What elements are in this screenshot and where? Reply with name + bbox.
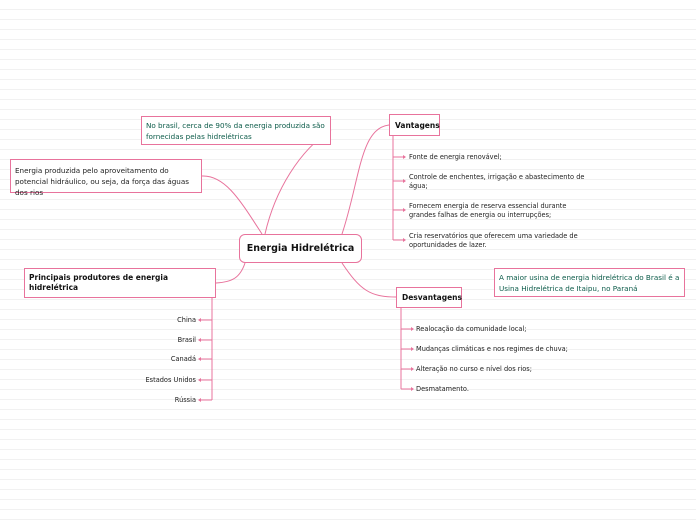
link-desvantagens bbox=[342, 263, 396, 297]
produtor-item: Canadá bbox=[170, 355, 196, 363]
vantagens-item: Fonte de energia renovável; bbox=[409, 153, 502, 161]
branch-desvantagens[interactable]: Desvantagens bbox=[396, 287, 462, 308]
produtor-item: China bbox=[177, 316, 196, 324]
arrow-p4 bbox=[198, 378, 201, 382]
arrow-p5 bbox=[198, 398, 201, 402]
link-definicao bbox=[202, 176, 262, 234]
link-brasil-90 bbox=[265, 130, 331, 234]
note-itaipu[interactable]: A maior usina de energia hidrelétrica do Brasil é a Usina Hidrelétrica de Itaipu, no Paraná bbox=[494, 268, 685, 297]
vantagens-item: Controle de enchentes, irrigação e abastecimento de água; bbox=[409, 173, 585, 190]
central-topic[interactable]: Energia Hidrelétrica bbox=[239, 234, 362, 263]
arrow-d4 bbox=[411, 387, 414, 391]
desvantagens-item: Alteração no curso e nível dos rios; bbox=[416, 365, 532, 373]
branch-produtores[interactable]: Principais produtores de energia hidrelétrica bbox=[24, 268, 216, 298]
arrow-v3 bbox=[403, 208, 406, 212]
arrow-p1 bbox=[198, 318, 201, 322]
produtor-item: Brasil bbox=[177, 336, 196, 344]
link-produtores bbox=[216, 263, 245, 283]
desvantagens-item: Desmatamento. bbox=[416, 385, 469, 393]
link-vantagens bbox=[342, 125, 389, 234]
desvantagens-item: Mudanças climáticas e nos regimes de chuva; bbox=[416, 345, 568, 353]
arrow-p3 bbox=[198, 357, 201, 361]
arrow-d3 bbox=[411, 367, 414, 371]
arrow-d1 bbox=[411, 327, 414, 331]
arrow-v4 bbox=[403, 238, 406, 242]
vantagens-item: Fornecem energia de reserva essencial durante grandes falhas de energia ou interrupções; bbox=[409, 202, 567, 219]
note-brasil-90[interactable]: No brasil, cerca de 90% da energia produzida são fornecidas pelas hidrelétricas bbox=[141, 116, 331, 145]
produtor-item: Estados Unidos bbox=[145, 376, 196, 384]
arrow-d2 bbox=[411, 347, 414, 351]
arrow-v2 bbox=[403, 179, 406, 183]
arrow-p2 bbox=[198, 338, 201, 342]
note-definicao[interactable]: Energia produzida pelo aproveitamento do potencial hidráulico, ou seja, da força das águas dos rios bbox=[10, 159, 202, 193]
branch-vantagens[interactable]: Vantagens bbox=[389, 114, 440, 136]
arrow-v1 bbox=[403, 155, 406, 159]
vantagens-item: Cria reservatórios que oferecem uma variedade de oportunidades de lazer. bbox=[409, 232, 578, 249]
produtor-item: Rússia bbox=[174, 396, 196, 404]
desvantagens-item: Realocação da comunidade local; bbox=[416, 325, 527, 333]
